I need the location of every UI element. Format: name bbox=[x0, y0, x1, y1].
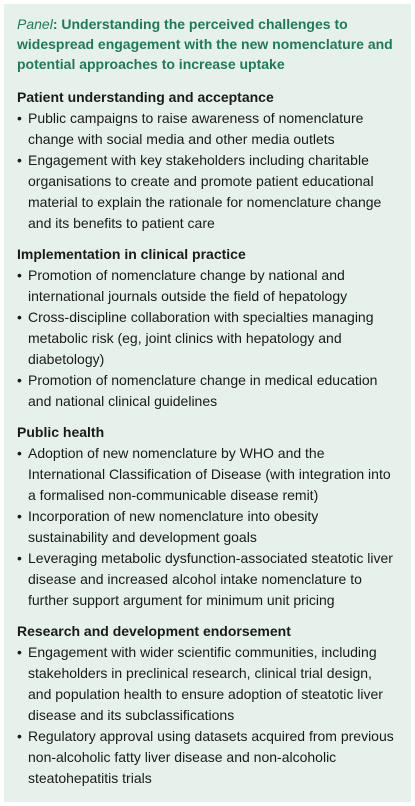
bullet-text: Regulatory approval using datasets acquired from previous non-alcoholic fatty liver disease and non-alcoholic steatohepatitis trials bbox=[28, 728, 394, 786]
bullet-text: Promotion of nomenclature change by national and international journals outside the field of hepatology bbox=[28, 267, 348, 304]
bullet-item bbox=[17, 307, 399, 370]
section bbox=[17, 422, 399, 611]
bullet-item bbox=[17, 108, 399, 150]
bullet-text: Cross-discipline collaboration with specialties managing metabolic risk (eg, joint clinics with hepatology and diabetology) bbox=[28, 309, 374, 367]
bullet-icon: • bbox=[17, 267, 22, 283]
section bbox=[17, 244, 399, 412]
bullet-icon: • bbox=[17, 508, 22, 524]
bullet-icon: • bbox=[17, 445, 22, 461]
bullet-icon: • bbox=[17, 550, 22, 566]
bullet-text: Engagement with wider scientific communities, including stakeholders in preclinical research, clinical trial design, and population health to ensure adoption of steatotic liver disease and its subclassifications bbox=[28, 644, 383, 723]
bullet-list bbox=[17, 108, 399, 234]
bullet-list bbox=[17, 642, 399, 789]
section-heading: Research and development endorsement bbox=[17, 623, 291, 639]
section bbox=[17, 87, 399, 234]
bullet-text: Engagement with key stakeholders including charitable organisations to create and promote patient educational material to explain the rationale for nomenclature change and its benefits to patient care bbox=[28, 152, 382, 231]
bullet-item bbox=[17, 150, 399, 234]
bullet-item bbox=[17, 370, 399, 412]
panel-sections bbox=[17, 87, 399, 789]
section-heading: Patient understanding and acceptance bbox=[17, 89, 274, 105]
bullet-item bbox=[17, 642, 399, 726]
section-heading: Public health bbox=[17, 424, 105, 440]
section-heading: Implementation in clinical practice bbox=[17, 246, 246, 262]
bullet-icon: • bbox=[17, 644, 22, 660]
panel-title bbox=[17, 14, 399, 74]
bullet-item bbox=[17, 726, 399, 789]
bullet-icon: • bbox=[17, 309, 22, 325]
panel-title-text: : Understanding the perceived challenges to widespread engagement with the new nomenclature and potential approaches to increase uptake bbox=[17, 16, 393, 72]
bullet-item bbox=[17, 548, 399, 611]
panel-box bbox=[4, 4, 411, 802]
bullet-text: Public campaigns to raise awareness of nomenclature change with social media and other media outlets bbox=[28, 110, 364, 147]
bullet-item bbox=[17, 443, 399, 506]
section bbox=[17, 621, 399, 789]
bullet-list bbox=[17, 443, 399, 611]
bullet-text: Adoption of new nomenclature by WHO and the International Classification of Disease (with integration into a formalised non-communicable disease remit) bbox=[28, 445, 391, 503]
bullet-item bbox=[17, 265, 399, 307]
bullet-icon: • bbox=[17, 152, 22, 168]
bullet-text: Incorporation of new nomenclature into obesity sustainability and development goals bbox=[28, 508, 319, 545]
bullet-item bbox=[17, 506, 399, 548]
panel-title-lead: Panel bbox=[17, 16, 53, 32]
bullet-icon: • bbox=[17, 110, 22, 126]
bullet-icon: • bbox=[17, 728, 22, 744]
bullet-text: Promotion of nomenclature change in medical education and national clinical guidelines bbox=[28, 372, 378, 409]
bullet-text: Leveraging metabolic dysfunction-associated steatotic liver disease and increased alcohol intake nomenclature to further support argument for minimum unit pricing bbox=[28, 550, 393, 608]
bullet-list bbox=[17, 265, 399, 412]
bullet-icon: • bbox=[17, 372, 22, 388]
